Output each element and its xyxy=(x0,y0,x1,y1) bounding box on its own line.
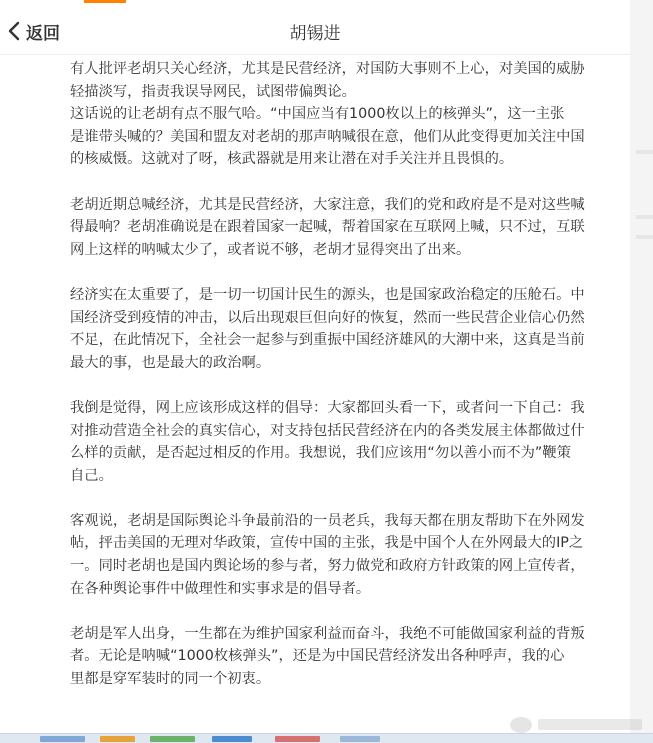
article-line: 的核威慑。这就对了呀，核武器就是用来让潜在对手关注并且畏惧的。 xyxy=(70,151,514,168)
sidebar-divider xyxy=(636,215,653,219)
article-line: 经济实在太重要了，是一切一切国计民生的源头，也是国家政治稳定的压舱石。中 xyxy=(70,286,585,303)
article-line: 者。无论是呐喊“1000枚核弹头”，还是为中国民营经济发出各种呼声，我的心 xyxy=(70,648,565,665)
article-paragraph xyxy=(70,284,616,374)
article-paragraph xyxy=(70,397,616,487)
taskbar-item[interactable] xyxy=(150,736,195,742)
article-line: 在各种舆论事件中做理性和实事求是的倡导者。 xyxy=(70,580,371,597)
article-line: 有人批评老胡只关心经济，尤其是民营经济，对国防大事则不上心，对美国的威胁 xyxy=(70,61,585,77)
back-label: 返回 xyxy=(26,23,60,44)
right-sidebar-edge xyxy=(630,0,653,742)
taskbar-item[interactable] xyxy=(212,736,252,742)
taskbar-item[interactable] xyxy=(275,736,320,742)
article-line: 国经济受到疫情的冲击，以后出现艰巨但向好的恢复，然而一些民营企业信心仍然 xyxy=(70,309,585,326)
article-line: 我倒是觉得，网上应该形成这样的倡导：大家都回头看一下，或者问一下自己：我 xyxy=(70,399,585,416)
taskbar-item[interactable] xyxy=(40,736,85,742)
article-line: 这话说的让老胡有点不服气哈。“中国应当有1000枚以上的核弹头”，这一主张 xyxy=(70,106,565,123)
article-body xyxy=(70,58,616,713)
article-paragraph xyxy=(70,623,616,691)
article-line: 老胡是军人出身，一生都在为维护国家利益而奋斗，我绝不可能做国家利益的背叛 xyxy=(70,625,585,642)
article-line: 自己。 xyxy=(70,467,113,484)
active-tab-indicator xyxy=(84,0,126,3)
article-line: 得最响？老胡准确说是在跟着国家一起喊，帮着国家在互联网上喊，只不过，互联 xyxy=(70,219,585,236)
sidebar-divider xyxy=(636,235,653,239)
article-line: 帖，抨击美国的无理对华政策，宣传中国的主张，我是中国个人在外网最大的IP之 xyxy=(70,535,584,552)
article-line: 里都是穿军装时的同一个初衷。 xyxy=(70,671,271,688)
article-line: 网上这样的呐喊太少了，或者说不够，老胡才显得突出了出来。 xyxy=(70,241,471,258)
article-paragraph xyxy=(70,194,616,262)
article-line: 老胡近期总喊经济，尤其是民营经济，大家注意，我们的党和政府是不是对这些喊 xyxy=(70,196,585,213)
article-line: 对推动营造全社会的真实信心，对支持包括民营经济在内的各类发展主体都做过什 xyxy=(70,422,585,439)
page-title: 胡锡进 xyxy=(289,24,341,44)
article-line: 不足，在此情况下，全社会一起参与到重振中国经济雄风的大潮中来，这真是当前 xyxy=(70,332,585,349)
article-paragraph xyxy=(70,510,616,600)
article-line: 轻描淡写，指责我误导网民，试图带偏舆论。 xyxy=(70,83,356,100)
article-line: 客观说，老胡是国际舆论斗争最前沿的一员老兵，我每天都在朋友帮助下在外网发 xyxy=(70,512,585,529)
article-line: 最大的事，也是最大的政治啊。 xyxy=(70,354,271,371)
taskbar-item[interactable] xyxy=(100,736,135,742)
taskbar-item[interactable] xyxy=(340,736,380,742)
article-paragraph xyxy=(70,58,616,171)
article-line: 么样的贡献，是否起过相反的作用。我想说，我们应该用“勿以善小而不为”鞭策 xyxy=(70,445,571,462)
sidebar-divider xyxy=(636,150,653,154)
top-nav-bar xyxy=(0,6,630,55)
article-line: 一。同时老胡也是国内舆论场的参与者，努力做党和政府方针政策的网上宣传者， xyxy=(70,558,585,575)
article-line: 是谁带头喊的？美国和盟友对老胡的那声呐喊很在意，他们从此变得更加关注中国 xyxy=(70,128,585,145)
